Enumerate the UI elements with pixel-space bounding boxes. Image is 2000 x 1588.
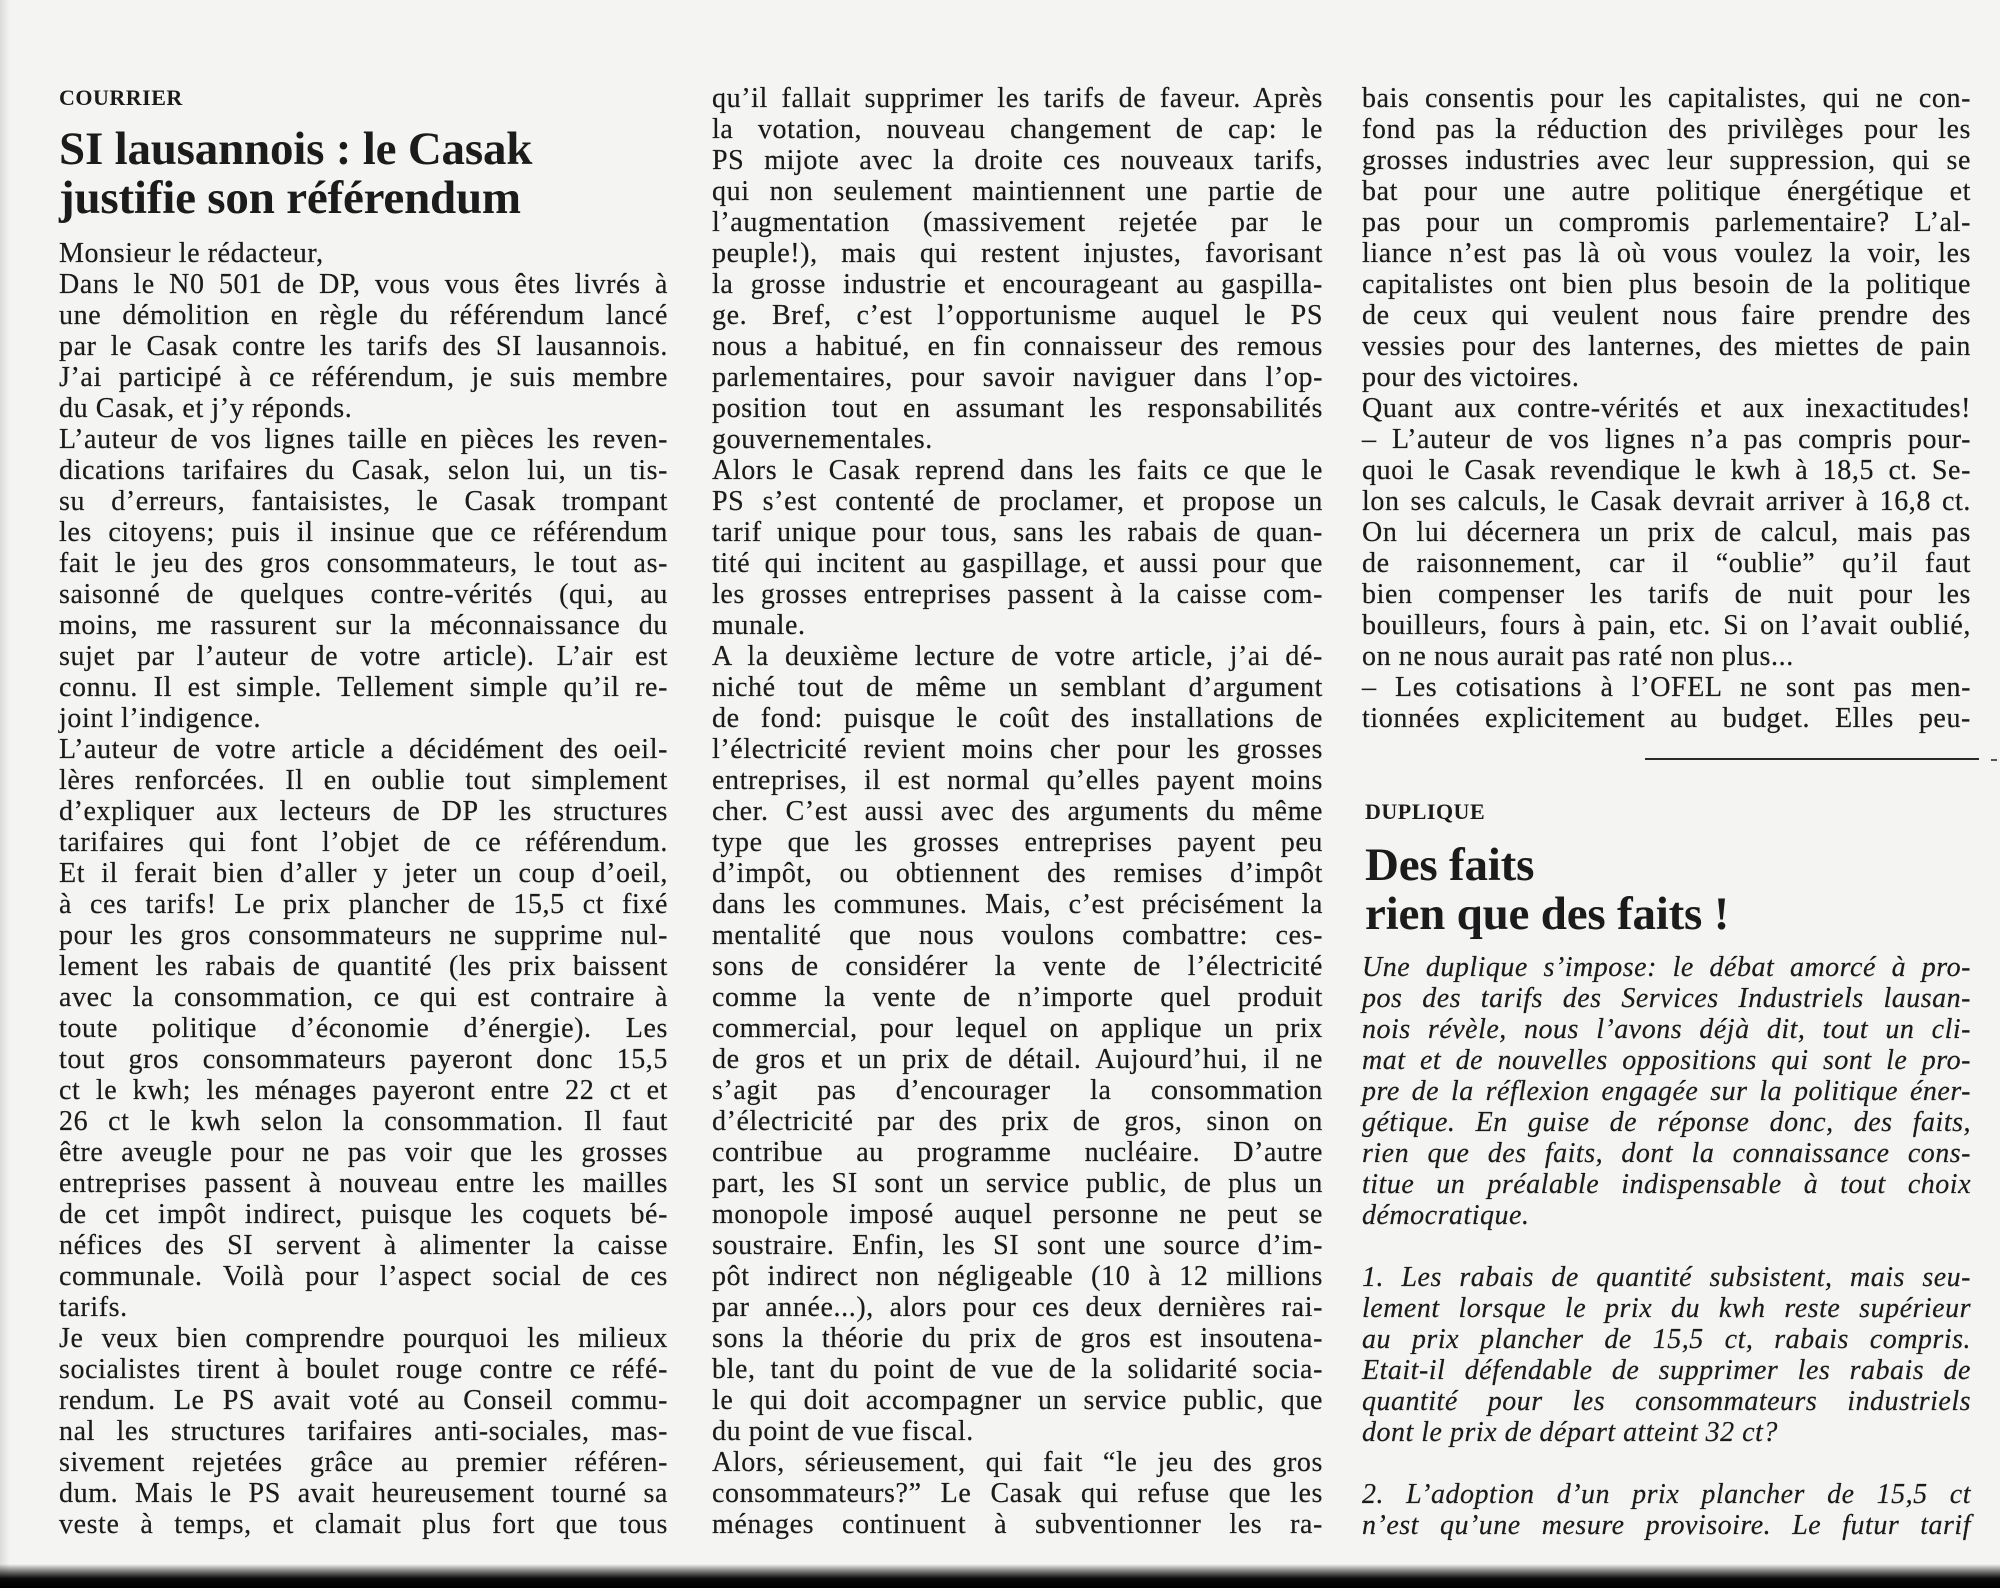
text-line: Monsieur le rédacteur, [59,238,324,269]
text-line: sujet par l’auteur de votre article). L’air est [59,641,668,672]
text-line: Dans le N0 501 de DP, vous vous êtes livrés à [59,269,668,300]
text-line: entreprises passent à nouveau entre les mailles [59,1168,668,1199]
text-line: fond pas la réduction des privilèges pour les [1362,114,1971,145]
text-line: dum. Mais le PS avait heureusement tourné sa [59,1478,668,1509]
text-line: tité qui incitent au gaspillage, et aussi pour que [712,548,1323,579]
text-line: démocratique. [1362,1200,1530,1231]
text-line: pour des victoires. [1362,362,1580,393]
text-line: au prix plancher de 15,5 ct, rabais compris. [1362,1324,1971,1355]
text-line: 1. Les rabais de quantité subsistent, mais seu- [1362,1262,1971,1293]
text-line: l’électricité revient moins cher pour les grosses [712,734,1323,765]
text-line: de gros et un prix de détail. Aujourd’hui, il ne [712,1044,1323,1075]
text-line: l’augmentation (massivement rejetée par le [712,207,1323,238]
text-line: saisonné de quelques contre-vérités (qui, au [59,579,668,610]
text-line: liance n’est pas là où vous voulez la voir, les [1362,238,1971,269]
text-line: Quant aux contre-vérités et aux inexactitudes! [1362,393,1971,424]
text-line: su d’erreurs, fantaisistes, le Casak trompant [59,486,668,517]
text-line: lères renforcées. Il en oublie tout simplement [59,765,668,796]
text-line: ménages continuent à subventionner les ra- [712,1509,1323,1540]
text-line: dans les communes. Mais, c’est précisément la [712,889,1323,920]
text-line: communale. Voilà pour l’aspect social de ces [59,1261,668,1292]
text-line: les citoyens; puis il insinue que ce référendum [59,517,668,548]
text-line: comme la vente de n’importe quel produit [712,982,1323,1013]
text-line: qu’il fallait supprimer les tarifs de faveur. Après [712,83,1323,114]
text-line: – L’auteur de vos lignes n’a pas compris pour- [1362,424,1971,455]
text-line: L’auteur de votre article a décidément des oeil- [59,734,668,765]
text-line: du Casak, et j’y réponds. [59,393,353,424]
text-line: peuple!), mais qui restent injustes, favorisant [712,238,1323,269]
scan-left-shadow [0,0,10,1588]
scan-edge-shadow [0,1564,2000,1588]
letter-body-column-2 [712,83,1323,1540]
text-line: joint l’indigence. [59,703,262,734]
text-line: rien que des faits, dont la connaissance cons- [1362,1138,1971,1169]
text-line: pas pour un compromis parlementaire? L’al- [1362,207,1971,238]
text-line: quantité pour les consommateurs industriels [1362,1386,1971,1417]
text-line: par le Casak contre les tarifs des SI lausannois. [59,331,668,362]
text-line: tionnées explicitement au budget. Elles peu- [1362,703,1971,734]
text-line: mentalité que nous voulons combattre: ces- [712,920,1323,951]
text-line: L’auteur de vos lignes taille en pièces les reven- [59,424,668,455]
text-line: PS mijote avec la droite ces nouveaux tarifs, [712,145,1323,176]
text-line: contribue au programme nucléaire. D’autre [712,1137,1323,1168]
text-line: tout gros consommateurs payeront donc 15,5 [59,1044,668,1075]
text-line: Une duplique s’impose: le débat amorcé à pro- [1362,952,1971,983]
text-line: on ne nous aurait pas raté non plus... [1362,641,1794,672]
text-line: tarifs. [59,1292,128,1323]
text-line: de cet impôt indirect, puisque les coquets bé- [59,1199,668,1230]
text-line: socialistes tirent à boulet rouge contre ce réfé- [59,1354,668,1385]
text-line: Alors, sérieusement, qui fait “le jeu des gros [712,1447,1323,1478]
margin-mark [1991,759,1997,761]
text-line: bat pour une autre politique énergétique et [1362,176,1971,207]
text-line: tarifaires qui font l’objet de ce référendum. [59,827,668,858]
letter-headline [59,125,532,223]
text-line: soustraire. Enfin, les SI sont une source d’im- [712,1230,1323,1261]
duplique-point-2 [1362,1479,1971,1541]
text-line: sons de considérer la vente de l’électricité [712,951,1323,982]
text-line: de ceux qui veulent nous faire prendre des [1362,300,1971,331]
text-line: niché tout de même un semblant d’argument [712,672,1323,703]
headline-line: Des faits [1365,839,1535,891]
text-line: munale. [712,610,806,641]
text-line: lement les rabais de quantité (les prix baissent [59,951,668,982]
text-line: néfices des SI servent à alimenter la caisse [59,1230,668,1261]
text-line: gouvernementales. [712,424,933,455]
text-line: dont le prix de départ atteint 32 ct? [1362,1417,1778,1448]
text-line: bais consentis pour les capitalistes, qui ne con- [1362,83,1971,114]
text-line: PS s’est contenté de proclamer, et propose un [712,486,1323,517]
text-line: On lui décernera un prix de calcul, mais pas [1362,517,1971,548]
text-line: 2. L’adoption d’un prix plancher de 15,5 ct [1362,1479,1971,1510]
section-label-duplique: DUPLIQUE [1365,799,1486,824]
text-line: gétique. En guise de réponse donc, des faits, [1362,1107,1971,1138]
text-line: veste à temps, et clamait plus fort que tous [59,1509,668,1540]
text-line: tarif unique pour tous, sans les rabais de quan- [712,517,1323,548]
text-line: dications tarifaires du Casak, selon lui, un tis- [59,455,668,486]
text-line: type que les grosses entreprises payent peu [712,827,1323,858]
text-line: qui non seulement maintiennent une partie de [712,176,1323,207]
text-line: consommateurs?” Le Casak qui refuse que les [712,1478,1323,1509]
text-line: la grosse industrie et encourageant au gaspilla- [712,269,1323,300]
text-line: nous a habitué, en fin connaisseur des remous [712,331,1323,362]
text-line: parlementaires, pour savoir naviguer dans l’op- [712,362,1323,393]
headline-line: SI lausannois : le Casak [59,123,533,175]
text-line: s’agit pas d’encourager la consommation [712,1075,1323,1106]
text-line: avec la consommation, ce qui est contraire à [59,982,668,1013]
text-line: position tout en assumant les responsabilités [712,393,1323,424]
text-line: capitalistes ont bien plus besoin de la politique [1362,269,1971,300]
text-line: commercial, pour lequel on applique un prix [712,1013,1323,1044]
text-line: Je veux bien comprendre pourquoi les milieux [59,1323,668,1354]
text-line: pre de la réflexion engagée sur la politique éner- [1362,1076,1971,1107]
text-line: rendum. Le PS avait voté au Conseil commu- [59,1385,668,1416]
text-line: titue un préalable indispensable à tout choix [1362,1169,1971,1200]
text-line: mat et de nouvelles oppositions qui sont le pro- [1362,1045,1971,1076]
text-line: ble, tant du point de vue de la solidarité socia- [712,1354,1323,1385]
text-line: connu. Il est simple. Tellement simple qu’il re- [59,672,668,703]
letter-body-column-3 [1362,83,1971,734]
text-line: nal les structures tarifaires anti-sociales, mas- [59,1416,668,1447]
text-line: sivement rejetées grâce au premier référen- [59,1447,668,1478]
text-line: bouilleurs, fours à pain, etc. Si on l’avait oublié, [1362,610,1971,641]
text-line: nois révèle, nous l’avons déjà dit, tout un cli- [1362,1014,1971,1045]
text-line: les grosses entreprises passent à la caisse com- [712,579,1323,610]
duplique-headline [1365,841,1729,939]
text-line: grosses industries avec leur suppression, qui se [1362,145,1971,176]
text-line: – Les cotisations à l’OFEL ne sont pas men- [1362,672,1971,703]
text-line: J’ai participé à ce référendum, je suis membre [59,362,668,393]
section-label-courrier: COURRIER [59,85,183,110]
text-line: du point de vue fiscal. [712,1416,974,1447]
text-line: part, les SI sont un service public, de plus un [712,1168,1323,1199]
text-line: moins, me rassurent sur la méconnaissance du [59,610,668,641]
duplique-point-1 [1362,1262,1971,1448]
text-line: à ces tarifs! Le prix plancher de 15,5 ct fixé [59,889,668,920]
duplique-intro [1362,952,1971,1231]
text-line: vessies pour des lanternes, des miettes de pain [1362,331,1971,362]
text-line: pôt indirect non négligeable (10 à 12 millions [712,1261,1323,1292]
text-line: fait le jeu des gros consommateurs, le tout as- [59,548,668,579]
text-line: quoi le Casak revendique le kwh à 18,5 ct. Se- [1362,455,1971,486]
headline-line: justifie son référendum [59,172,521,224]
text-line: Etait-il défendable de supprimer les rabais de [1362,1355,1971,1386]
letter-body-column-1 [59,238,668,1540]
text-line: le qui doit accompagner un service public, que [712,1385,1323,1416]
text-line: monopole imposé auquel personne ne peut se [712,1199,1323,1230]
text-line: de raisonnement, car il “oublie” qu’il faut [1362,548,1971,579]
text-line: lement lorsque le prix du kwh reste supérieur [1362,1293,1971,1324]
text-line: Et il ferait bien d’aller y jeter un coup d’oeil, [59,858,668,889]
text-line: par année...), alors pour ces deux dernières rai- [712,1292,1323,1323]
text-line: pos des tarifs des Services Industriels lausan- [1362,983,1971,1014]
text-line: sons la théorie du prix de gros est insoutena- [712,1323,1323,1354]
text-line: 26 ct le kwh selon la consommation. Il faut [59,1106,668,1137]
text-line: n’est qu’une mesure provisoire. Le futur tarif [1362,1510,1971,1541]
text-line: cher. C’est aussi avec des arguments du même [712,796,1323,827]
text-line: pour les gros consommateurs ne supprime nul- [59,920,668,951]
text-line: lon ses calculs, le Casak devrait arriver à 16,8 ct. [1362,486,1971,517]
text-line: toute politique d’économie d’énergie). Les [59,1013,668,1044]
section-divider-rule [1645,758,1979,760]
text-line: ge. Bref, c’est l’opportunisme auquel le PS [712,300,1323,331]
text-line: de fond: puisque le coût des installations de [712,703,1323,734]
text-line: d’impôt, ou obtiennent des remises d’impôt [712,858,1323,889]
text-line: Alors le Casak reprend dans les faits ce que le [712,455,1323,486]
text-line: être aveugle pour ne pas voir que les grosses [59,1137,668,1168]
text-line: bien compenser les tarifs de nuit pour les [1362,579,1971,610]
text-line: entreprises, il est normal qu’elles payent moins [712,765,1323,796]
text-line: ct le kwh; les ménages payeront entre 22 ct et [59,1075,668,1106]
text-line: une démolition en règle du référendum lancé [59,300,668,331]
text-line: d’expliquer aux lecteurs de DP les structures [59,796,668,827]
text-line: A la deuxième lecture de votre article, j’ai dé- [712,641,1323,672]
text-line: la votation, nouveau changement de cap: le [712,114,1323,145]
headline-line: rien que des faits ! [1365,888,1730,940]
text-line: d’électricité par des prix de gros, sinon on [712,1106,1323,1137]
